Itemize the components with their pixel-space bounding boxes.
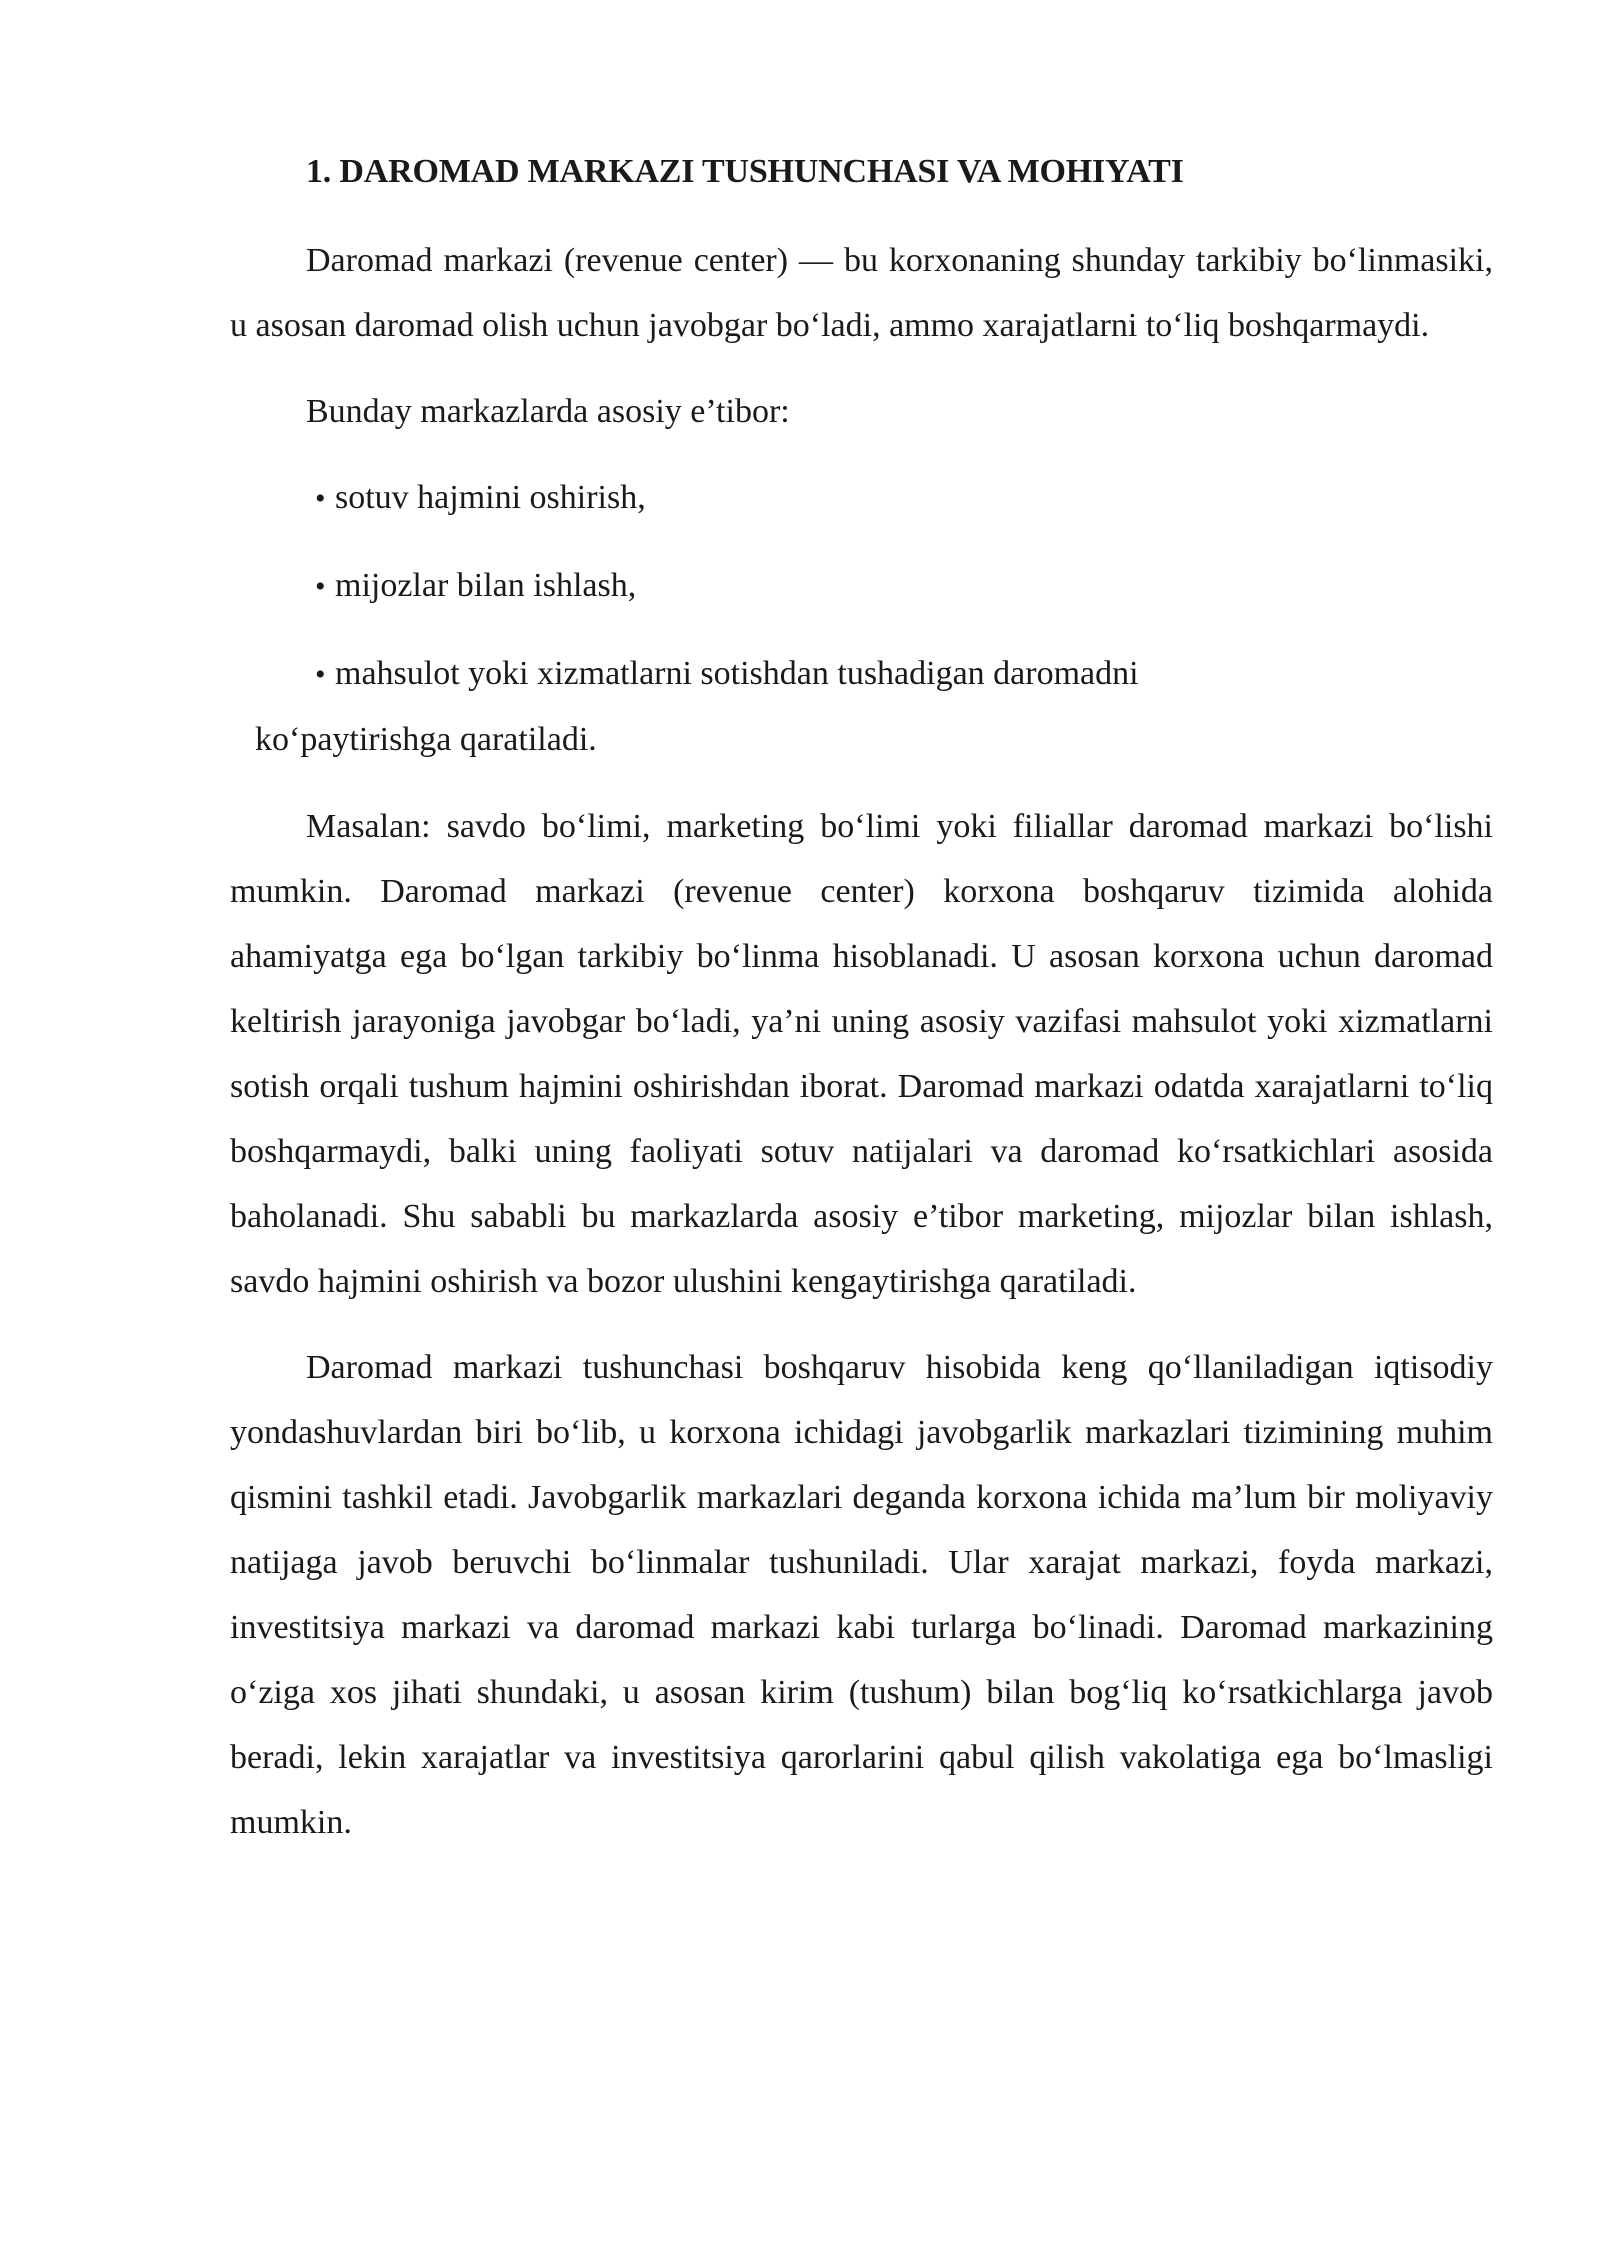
bullet-icon: • bbox=[315, 482, 326, 515]
list-item bbox=[230, 641, 1493, 772]
list-item-text: mahsulot yoki xizmatlarni sotishdan tushadigan daromadni bbox=[335, 655, 1139, 692]
paragraph-definition: Daromad markazi (revenue center) — bu korxonaning shunday tarkibiy bo‘linmasiki, u asosan daromad olish uchun javobgar bo‘ladi, ammo xarajatlarni to‘liq boshqarmaydi. bbox=[230, 242, 1493, 344]
document-body bbox=[230, 150, 1493, 1876]
list-item-text: sotuv hajmini oshirish, bbox=[335, 479, 646, 516]
paragraph-focus-intro: Bunday markazlarda asosiy e’tibor: bbox=[306, 393, 790, 430]
bullet-icon: • bbox=[315, 570, 326, 603]
list-item-continuation: ko‘paytirishga qaratiladi. bbox=[255, 721, 597, 758]
list-item-text: mijozlar bilan ishlash, bbox=[335, 567, 637, 604]
section-heading: 1. DAROMAD MARKAZI TUSHUNCHASI VA MOHIYATI bbox=[306, 153, 1184, 190]
focus-list bbox=[230, 465, 1493, 772]
paragraph-examples: Masalan: savdo bo‘limi, marketing bo‘limi yoki filiallar daromad markazi bo‘lishi mumkin. Daromad markazi (revenue center) korxona boshqaruv tizimida alohida ahamiyatga ega bo‘lgan tarkibiy bo‘linma hisoblanadi. U asosan korxona uchun daromad keltirish jarayoniga javobgar bo‘ladi, ya’ni uning asosiy vazifasi mahsulot yoki xizmatlarni sotish orqali tushum hajmini oshirishdan iborat. Daromad markazi odatda xarajatlarni to‘liq boshqarmaydi, balki uning faoliyati sotuv natijalari va daromad ko‘rsatkichlari asosida baholanadi. Shu sababli bu markazlarda asosiy e’tibor marketing, mijozlar bilan ishlash, savdo hajmini oshirish va bozor ulushini kengaytirishga qaratiladi. bbox=[230, 808, 1493, 1300]
list-item bbox=[230, 465, 1493, 531]
bullet-icon: • bbox=[315, 658, 326, 691]
paragraph-concept: Daromad markazi tushunchasi boshqaruv hisobida keng qo‘llaniladigan iqtisodiy yondashuvlardan biri bo‘lib, u korxona ichidagi javobgarlik markazlari tizimining muhim qismini tashkil etadi. Javobgarlik markazlari deganda korxona ichida ma’lum bir moliyaviy natijaga javob beruvchi bo‘linmalar tushuniladi. Ular xarajat markazi, foyda markazi, investitsiya markazi va daromad markazi kabi turlarga bo‘linadi. Daromad markazining o‘ziga xos jihati shundaki, u asosan kirim (tushum) bilan bog‘liq ko‘rsatkichlarga javob beradi, lekin xarajatlar va investitsiya qarorlarini qabul qilish vakolatiga ega bo‘lmasligi mumkin. bbox=[230, 1349, 1493, 1841]
list-item bbox=[230, 553, 1493, 619]
